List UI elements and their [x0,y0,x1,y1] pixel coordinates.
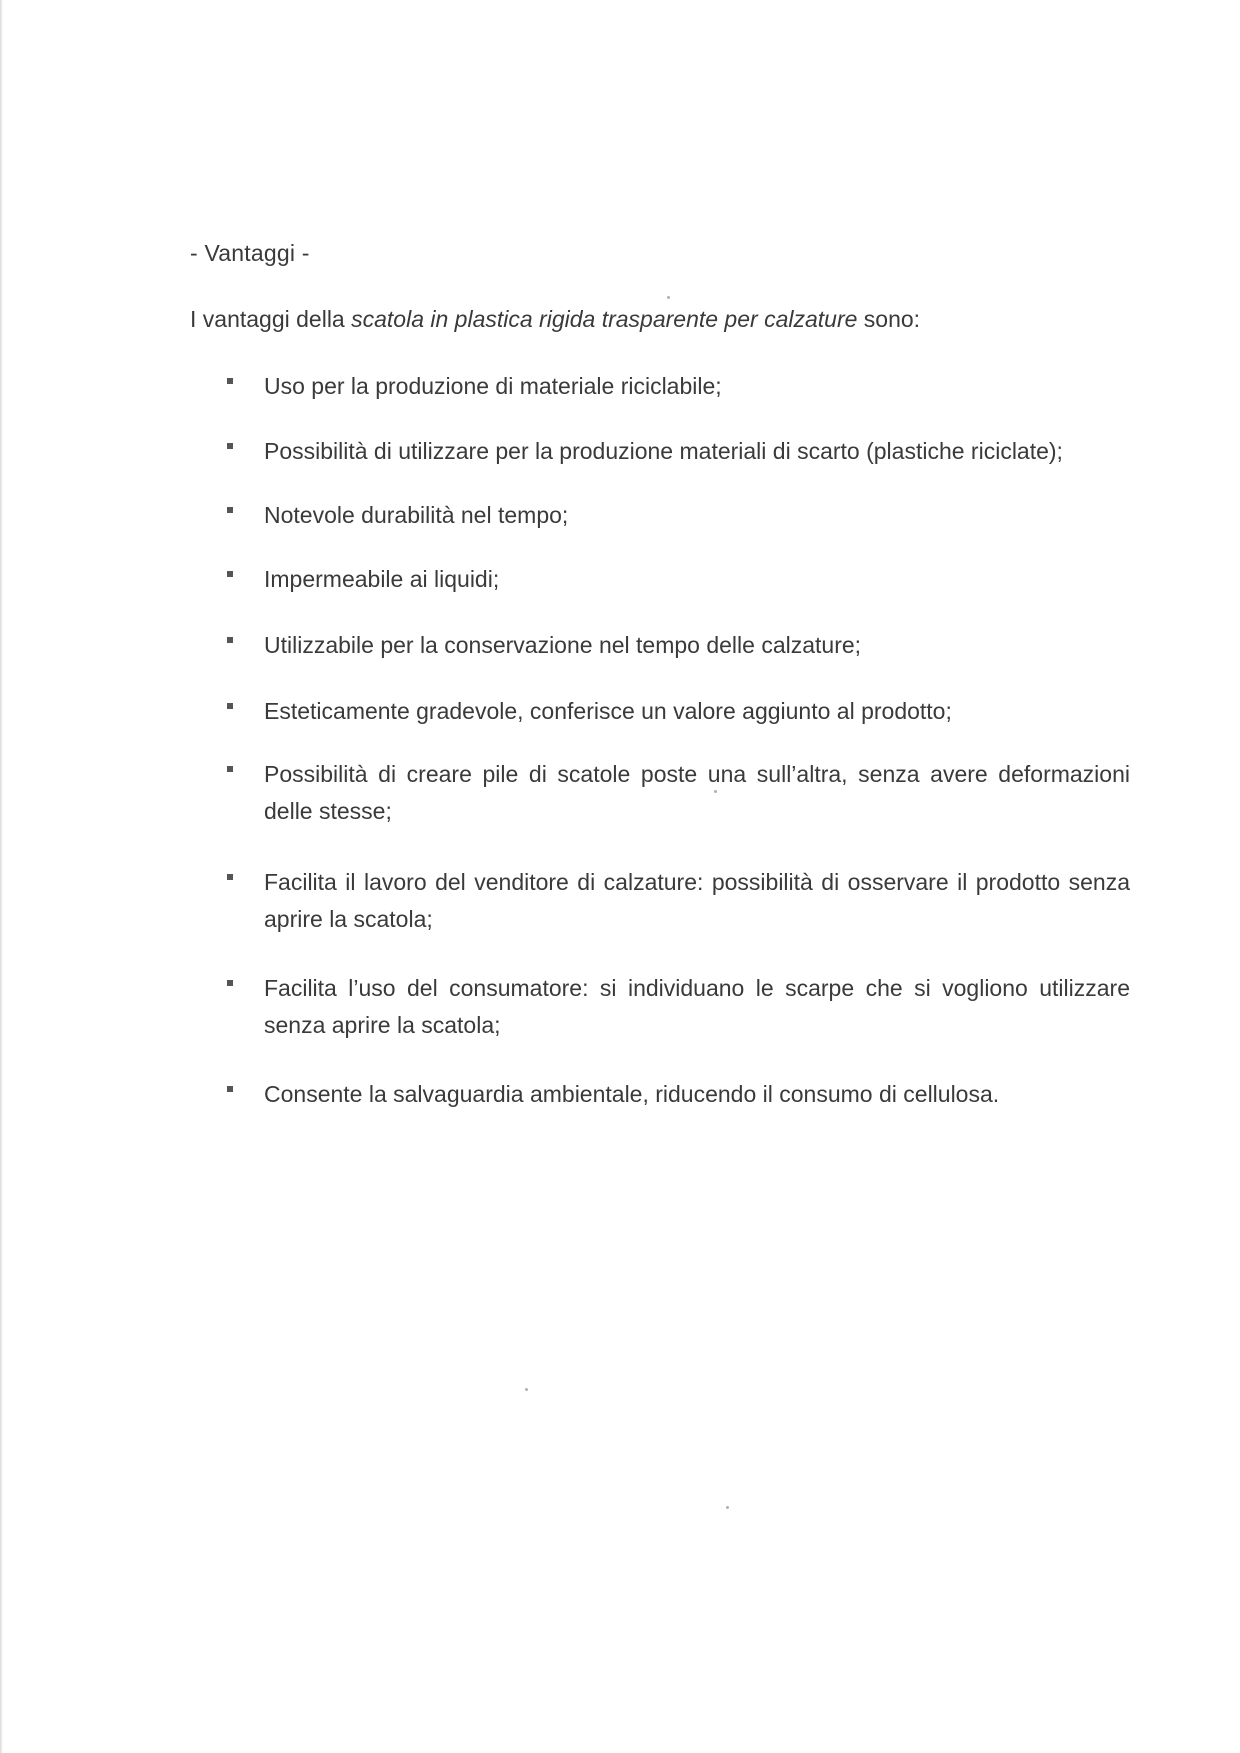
square-bullet-icon [227,571,233,577]
square-bullet-icon [227,637,233,643]
list-item [222,627,1130,664]
square-bullet-icon [227,443,233,449]
square-bullet-icon [227,703,233,709]
intro-text-start: I vantaggi della [190,306,352,332]
list-item [222,756,1130,830]
list-item-text: Possibilità di creare pile di scatole poste una sull’altra, senza avere deformazioni delle stesse; [264,761,1130,824]
list-item-text: Esteticamente gradevole, conferisce un valore aggiunto al prodotto; [264,698,952,724]
list-item [222,561,1130,598]
list-item [222,864,1130,938]
intro-product-name: scatola in plastica rigida trasparente per calzature [351,306,858,332]
section-heading: - Vantaggi - [190,240,310,266]
scan-edge-shadow [0,0,3,1753]
scan-speck [714,790,717,793]
list-item [222,970,1130,1044]
square-bullet-icon [227,378,233,384]
list-item-text: Facilita l’uso del consumatore: si individuano le scarpe che si vogliono utilizzare senza aprire la scatola; [264,975,1130,1038]
intro-text-end: sono: [857,306,921,332]
list-item-text: Possibilità di utilizzare per la produzione materiali di scarto (plastiche riciclate); [264,438,1063,464]
scan-speck [667,296,670,299]
scan-speck [525,1388,528,1391]
square-bullet-icon [227,766,233,772]
list-item [222,497,1130,534]
intro-paragraph [190,306,920,333]
square-bullet-icon [227,1086,233,1092]
square-bullet-icon [227,874,233,880]
list-item [222,1076,1130,1113]
list-item-text: Consente la salvaguardia ambientale, riducendo il consumo di cellulosa. [264,1081,1000,1107]
list-item [222,693,1130,730]
list-item-text: Uso per la produzione di materiale riciclabile; [264,373,722,399]
square-bullet-icon [227,507,233,513]
list-item [222,368,1130,405]
list-item [222,433,1130,470]
list-item-text: Impermeabile ai liquidi; [264,566,500,592]
list-item-text: Facilita il lavoro del venditore di calzature: possibilità di osservare il prodotto senza aprire la scatola; [264,869,1130,932]
list-item-text: Utilizzabile per la conservazione nel tempo delle calzature; [264,632,862,658]
list-item-text: Notevole durabilità nel tempo; [264,502,569,528]
square-bullet-icon [227,980,233,986]
scan-speck [726,1506,729,1509]
